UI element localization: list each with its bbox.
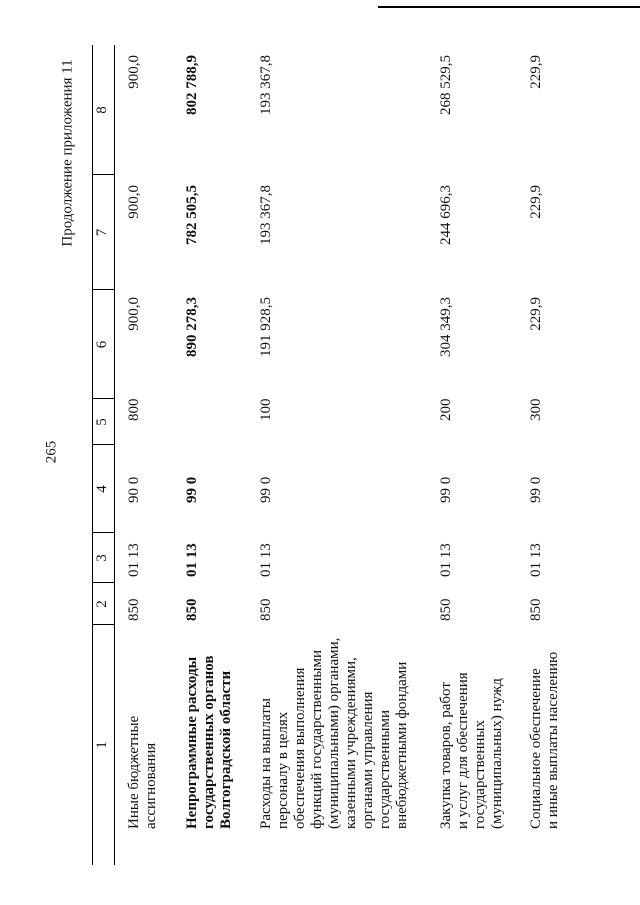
row-1-name: Непрограммные расходы государственных органов Волгоградской области	[184, 655, 234, 829]
row-3-col-4: 99 0	[438, 476, 454, 503]
row-4-col-2: 850	[528, 598, 544, 621]
row-4-col-3: 01 13	[528, 543, 544, 577]
row-0-name: Иные бюджетные ассигнования	[126, 715, 159, 829]
table-top-rule	[92, 45, 93, 865]
row-3-col-8: 268 529,5	[438, 55, 454, 115]
row-1-col-4: 99 0	[184, 476, 200, 503]
row-0-col-8: 900,0	[126, 55, 142, 89]
row-1-col-6: 890 278,3	[184, 297, 200, 357]
row-4-col-5: 300	[528, 398, 544, 421]
header-col-5: 5	[94, 418, 110, 426]
header-col-6: 6	[94, 340, 110, 349]
header-col-8: 8	[94, 106, 110, 114]
budget-table	[90, 45, 590, 865]
top-rule	[378, 6, 640, 8]
row-1-col-7: 782 505,5	[184, 185, 200, 245]
row-2-col-7: 193 367,8	[258, 185, 274, 245]
row-4-col-6: 229,9	[528, 297, 544, 331]
row-4-name: Социальное обеспечение и иные выплаты населению	[528, 651, 561, 829]
row-2-col-6: 191 928,5	[258, 297, 274, 357]
page-number: 265	[43, 440, 60, 464]
budget-table-rotated	[90, 45, 590, 865]
row-1-col-8: 802 788,9	[184, 55, 200, 115]
row-0-col-3: 01 13	[126, 543, 142, 577]
row-3-col-5: 200	[438, 398, 454, 421]
row-2-col-4: 99 0	[258, 476, 274, 503]
row-0-col-5: 800	[126, 398, 142, 421]
row-0-col-2: 850	[126, 598, 142, 621]
row-3-col-6: 304 349,3	[438, 297, 454, 357]
row-0-col-6: 900,0	[126, 297, 142, 331]
row-2-name: Расходы на выплаты персоналу в целях обеспечения выполнения функций государственными (муниципальными) органами, казенными учреждениями, органами управления государственными внебюджетными фондами	[258, 637, 410, 829]
row-0-col-7: 900,0	[126, 185, 142, 219]
header-col-1: 1	[94, 741, 110, 749]
header-col-7: 7	[94, 228, 110, 237]
row-2-col-8: 193 367,8	[258, 55, 274, 115]
row-2-col-3: 01 13	[258, 543, 274, 577]
row-0-col-4: 90 0	[126, 476, 142, 503]
row-4-col-4: 99 0	[528, 476, 544, 503]
row-3-col-7: 244 696,3	[438, 185, 454, 245]
header-col-3: 3	[94, 554, 110, 562]
row-3-col-2: 850	[438, 598, 454, 621]
row-4-col-7: 229,9	[528, 185, 544, 219]
row-3-col-3: 01 13	[438, 543, 454, 577]
row-1-col-3: 01 13	[184, 543, 200, 577]
appendix-continuation-note: Продолжение приложения 11	[59, 59, 76, 247]
header-col-4: 4	[94, 485, 110, 493]
row-2-col-2: 850	[258, 598, 274, 621]
row-1-col-2: 850	[184, 598, 200, 621]
row-4-col-8: 229,9	[528, 55, 544, 89]
header-col-2: 2	[94, 600, 110, 608]
row-2-col-5: 100	[258, 398, 274, 421]
row-3-name: Закупка товаров, работ и услуг для обеспечения государственных (муниципальных) нужд	[438, 672, 505, 829]
header-bottom-rule	[114, 45, 115, 865]
